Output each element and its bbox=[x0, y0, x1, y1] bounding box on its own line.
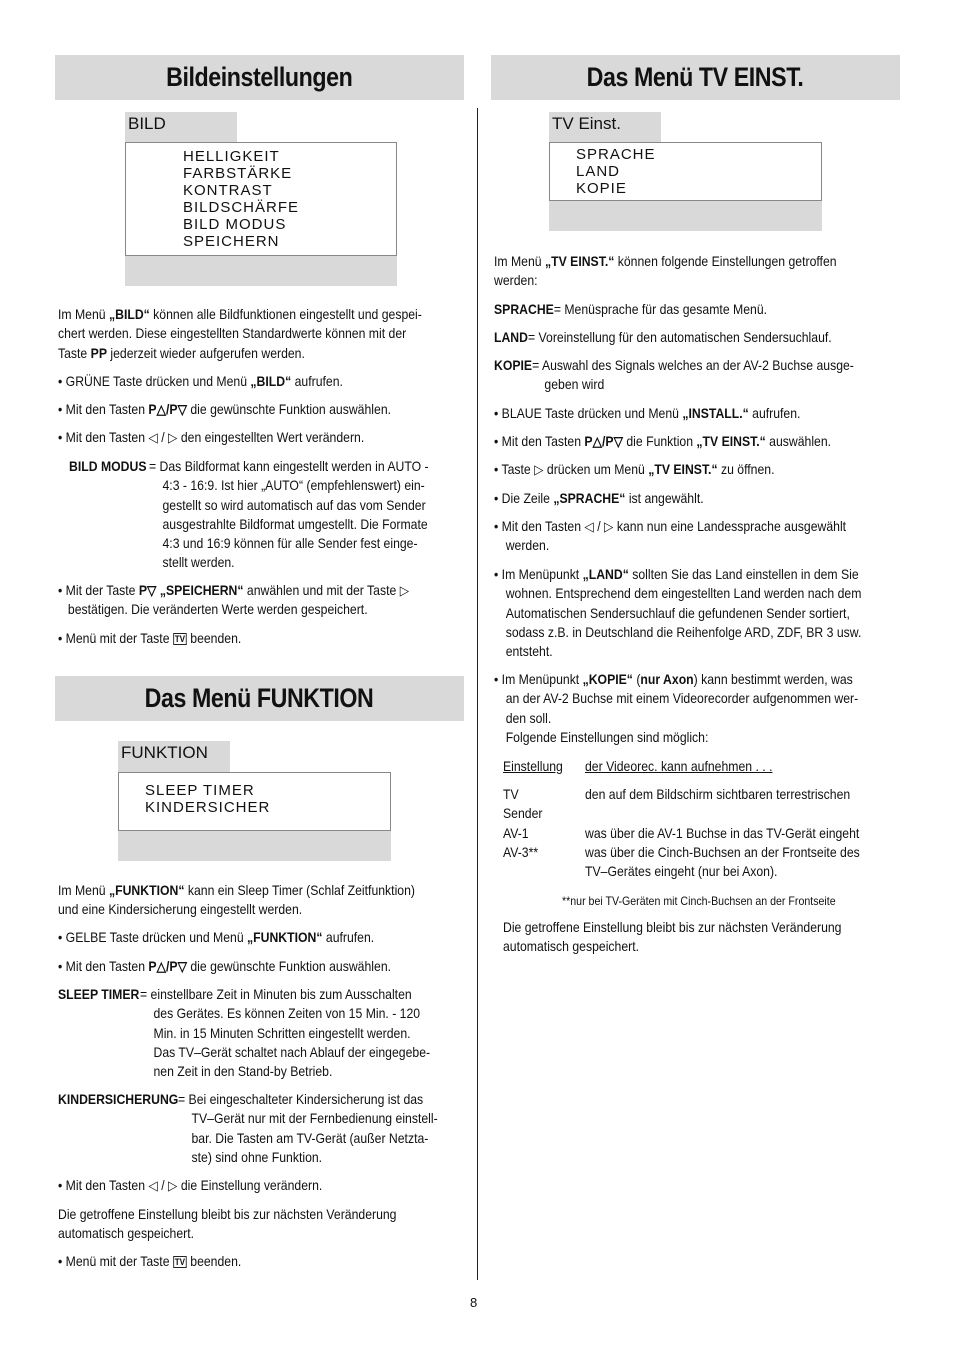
funktion-menu-list bbox=[118, 772, 391, 831]
funktion-bullet-3: • Mit den Tasten ◁ / ▷ die Einstellung verändern. bbox=[58, 1178, 323, 1193]
menu-item: KINDERSICHER bbox=[145, 799, 271, 816]
menu-item: LAND bbox=[576, 163, 621, 180]
tv-bullet-3: • Taste ▷ drücken um Menü „TV EINST.“ zu öffnen. bbox=[494, 462, 775, 477]
bild-modus-desc: = Das Bildformat kann eingestellt werden in AUTO - 4:3 - 16:9. Ist hier „AUTO“ (empfehlenswert) ein- gestellt so wird automatisch auf das vom Sender ausgestrahlte Bildformat umgestellt. Die Formate 4:3 und 16:9 können für alle Sender fest einge- stellt werden. bbox=[149, 459, 429, 571]
tv-bullet-5: • Mit den Tasten ◁ / ▷ kann nun eine Landessprache ausgewählt werden. bbox=[494, 519, 847, 554]
funktion-bullet-4: • Menü mit der Taste TV beenden. bbox=[58, 1254, 242, 1269]
section-header-tv-einst: Das Menü TV EINST. bbox=[491, 55, 900, 100]
tv-def-land: LAND= Voreinstellung für den automatischen Sendersuchlauf. bbox=[494, 330, 832, 345]
menu-item: SPEICHERN bbox=[183, 233, 280, 250]
menu-item: HELLIGKEIT bbox=[183, 148, 280, 165]
tv-key-icon: TV bbox=[174, 634, 186, 644]
section-header-bild: Bildeinstellungen bbox=[55, 55, 464, 100]
menu-item: FARBSTÄRKE bbox=[183, 165, 293, 182]
menu-item: BILDSCHÄRFE bbox=[183, 199, 300, 216]
sleep-timer-label: SLEEP TIMER bbox=[58, 987, 140, 1002]
section-header-funktion: Das Menü FUNKTION bbox=[55, 676, 464, 721]
table-col2: den auf dem Bildschirm sichtbaren terrestrischen was über die AV-1 Buchse in das TV-Gerät eingeht was über die Cinch-Buchsen an der Frontseite des TV–Gerätes eingeht (nur bei Axon). bbox=[585, 787, 860, 880]
kindersicherung-desc: = Bei eingeschalteter Kindersicherung ist das TV–Gerät nur mit der Fernbedienung einstell- bar. Die Tasten am TV-Gerät (außer Netzta- ste) sind ohne Funktion. bbox=[178, 1092, 438, 1165]
bild-menu-box bbox=[125, 112, 397, 286]
funktion-menu-box bbox=[118, 741, 391, 861]
table-col1: TV Sender AV-1 AV-3** bbox=[503, 787, 543, 860]
menu-item: BILD MODUS bbox=[183, 216, 287, 233]
page-number: 8 bbox=[470, 1295, 478, 1310]
bild-menu-tab: BILD bbox=[125, 112, 237, 142]
funktion-menu-tab: FUNKTION bbox=[118, 741, 230, 772]
funktion-bullet-1: • GELBE Taste drücken und Menü „FUNKTION“ aufrufen. bbox=[58, 930, 375, 945]
bild-modus-label: BILD MODUS bbox=[69, 459, 147, 474]
tv-menu-tab: TV Einst. bbox=[549, 112, 661, 142]
kindersicherung-label: KINDERSICHERUNG bbox=[58, 1092, 179, 1107]
menu-item: SLEEP TIMER bbox=[145, 782, 255, 799]
tv-intro: Im Menü „TV EINST.“ können folgende Einstellungen getroffen werden: bbox=[494, 254, 837, 289]
menu-item: KONTRAST bbox=[183, 182, 273, 199]
tv-key-icon: TV bbox=[174, 1257, 186, 1267]
funktion-intro: Im Menü „FUNKTION“ kann ein Sleep Timer (Schlaf Zeitfunktion) und eine Kindersicherung eingestellt werden. bbox=[58, 883, 415, 918]
menu-item: KOPIE bbox=[576, 180, 627, 197]
table-header-col1: Einstellung bbox=[503, 759, 563, 774]
tv-menu-box bbox=[549, 112, 822, 231]
tv-bullet-1: • BLAUE Taste drücken und Menü „INSTALL.“ aufrufen. bbox=[494, 406, 801, 421]
bild-menu-footer bbox=[125, 256, 397, 286]
table-footnote: **nur bei TV-Geräten mit Cinch-Buchsen an der Frontseite bbox=[562, 894, 836, 908]
tv-def-sprache: SPRACHE= Menüsprache für das gesamte Menü. bbox=[494, 302, 768, 317]
tv-def-kopie: KOPIE= Auswahl des Signals welches an der AV-2 Buchse ausge- geben wird bbox=[494, 358, 854, 393]
funktion-save-note: Die getroffene Einstellung bleibt bis zur nächsten Veränderung automatisch gespeichert. bbox=[58, 1207, 397, 1242]
column-divider bbox=[477, 108, 478, 1280]
bild-menu-list bbox=[125, 142, 397, 256]
bild-bullet-4: • Mit der Taste P▽ „SPEICHERN“ anwählen und mit der Taste ▷ bestätigen. Die veränderten Werte werden gespeichert. bbox=[58, 583, 410, 618]
tv-bullet-7: • Im Menüpunkt „KOPIE“ (nur Axon) kann bestimmt werden, was an der AV-2 Buchse mit einem Videorecorder aufgenommen wer- den soll. Folgende Einstellungen sind möglich: bbox=[494, 672, 859, 745]
bild-bullet-2: • Mit den Tasten P△/P▽ die gewünschte Funktion auswählen. bbox=[58, 402, 392, 417]
tv-bullet-6: • Im Menüpunkt „LAND“ sollten Sie das Land einstellen in dem Sie wohnen. Entsprechend dem eingestellten Land werden nach dem Automatischen Sendersuchlauf die gefundenen Sender sortiert, sodass z.B. in Deutschland die Reihenfolge ARD, ZDF, BR 3 usw. entsteht. bbox=[494, 567, 862, 660]
funktion-menu-footer bbox=[118, 831, 391, 861]
bild-bullet-1: • GRÜNE Taste drücken und Menü „BILD“ aufrufen. bbox=[58, 374, 343, 389]
tv-menu-list bbox=[549, 142, 822, 201]
table-header-col2: der Videorec. kann aufnehmen . . . bbox=[585, 759, 773, 774]
bild-bullet-3: • Mit den Tasten ◁ / ▷ den eingestellten Wert verändern. bbox=[58, 430, 365, 445]
tv-bullet-4: • Die Zeile „SPRACHE“ ist angewählt. bbox=[494, 491, 704, 506]
tv-bullet-2: • Mit den Tasten P△/P▽ die Funktion „TV EINST.“ auswählen. bbox=[494, 434, 832, 449]
funktion-bullet-2: • Mit den Tasten P△/P▽ die gewünschte Funktion auswählen. bbox=[58, 959, 392, 974]
bild-bullet-5: • Menü mit der Taste TV beenden. bbox=[58, 631, 242, 646]
tv-save-note: Die getroffene Einstellung bleibt bis zur nächsten Veränderung automatisch gespeichert. bbox=[503, 920, 842, 955]
tv-menu-footer bbox=[549, 201, 822, 231]
sleep-timer-desc: = einstellbare Zeit in Minuten bis zum Ausschalten des Gerätes. Es können Zeiten von 15 Min. - 120 Min. in 15 Minuten Schritten eingestellt werden. Das TV–Gerät schaltet nach Ablauf der eingegebe- nen Zeit in den Stand-by Betrieb. bbox=[140, 987, 431, 1080]
menu-item: SPRACHE bbox=[576, 146, 656, 163]
bild-intro: Im Menü „BILD“ können alle Bildfunktionen eingestellt und gespei- chert werden. Diese eingestellten Standardwerte können mit der Taste PP jederzeit wieder aufgerufen werden. bbox=[58, 307, 422, 361]
